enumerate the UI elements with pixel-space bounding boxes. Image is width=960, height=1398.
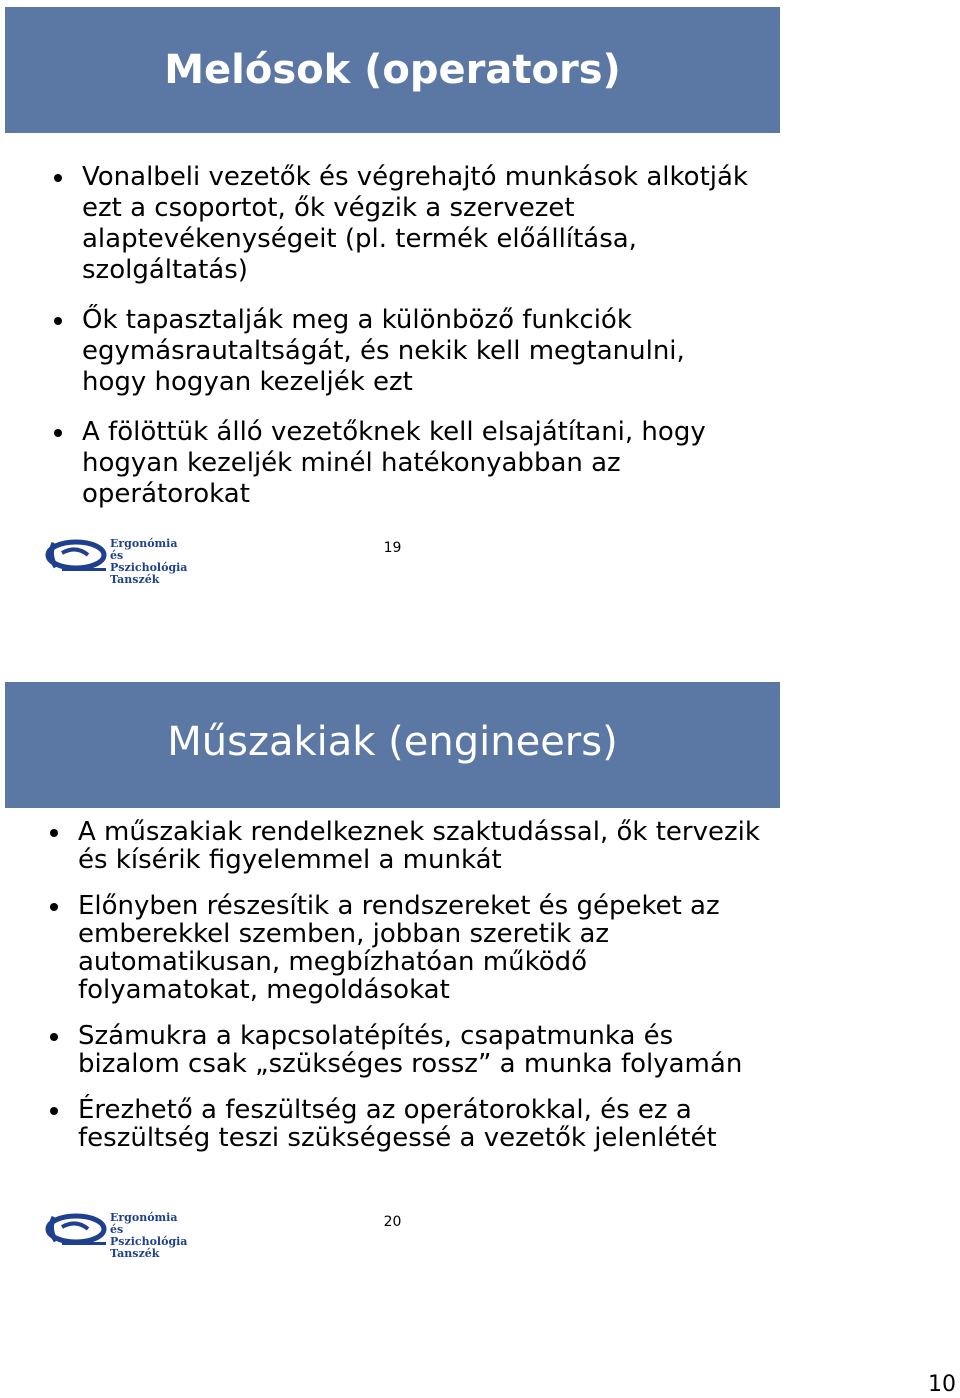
bullet-item [54, 162, 754, 286]
department-logo [44, 1211, 188, 1260]
page-number: 19 [383, 540, 402, 556]
logo-emblem-icon [44, 537, 110, 577]
slide-title-bar [5, 682, 780, 808]
bullet-item [50, 818, 760, 874]
bullet-item [54, 417, 754, 510]
logo-text: Ergonómia és Pszichológia Tanszék [110, 1211, 188, 1260]
bullet-dot-icon [50, 1033, 58, 1041]
bullet-dot-icon [54, 429, 62, 437]
logo-emblem-icon [44, 1211, 110, 1251]
slide-19 [0, 0, 960, 600]
bullet-dot-icon [54, 317, 62, 325]
slide-title: Melósok (operators) [164, 47, 621, 93]
bullet-dot-icon [54, 174, 62, 182]
bullet-dot-icon [50, 903, 58, 911]
slide-title: Műszakiak (engineers) [167, 719, 618, 765]
sheet-number: 10 [928, 1372, 956, 1397]
bullet-text: Számukra a kapcsolatépítés, csapatmunka és bizalom csak „szükséges rossz” a munka folyamán [78, 1021, 743, 1079]
bullet-item [50, 1096, 760, 1152]
bullet-dot-icon [50, 829, 58, 837]
slide-title-bar [5, 7, 780, 133]
slide-20 [0, 680, 960, 1280]
bullet-text: Előnyben részesítik a rendszereket és gépeket az emberekkel szemben, jobban szeretik az automatikusan, megbízhatóan működő folyamatokat, megoldásokat [78, 891, 720, 1005]
bullet-item [50, 892, 760, 1004]
bullet-text: A műszakiak rendelkeznek szaktudással, ők tervezik és kísérik figyelemmel a munkát [78, 817, 760, 875]
department-logo [44, 537, 188, 586]
bullet-list [54, 162, 754, 529]
bullet-text: A fölöttük álló vezetőknek kell elsajátítani, hogy hogyan kezeljék minél hatékonyabban az operátorokat [82, 417, 706, 509]
bullet-item [50, 1022, 760, 1078]
logo-text: Ergonómia és Pszichológia Tanszék [110, 537, 188, 586]
bullet-text: Ők tapasztalják meg a különböző funkciók egymásrautaltságát, és nekik kell megtanulni, hogy hogyan kezeljék ezt [82, 305, 685, 397]
bullet-text: Vonalbeli vezetők és végrehajtó munkások alkotják ezt a csoportot, ők végzik a szervezet alaptevékenységeit (pl. termék előállítása, szolgáltatás) [82, 162, 748, 285]
bullet-list [50, 818, 760, 1170]
bullet-item [54, 305, 754, 398]
page-number: 20 [383, 1214, 402, 1230]
bullet-text: Érezhető a feszültség az operátorokkal, és ez a feszültség teszi szükségessé a vezetők jelenlétét [78, 1095, 717, 1153]
bullet-dot-icon [50, 1107, 58, 1115]
